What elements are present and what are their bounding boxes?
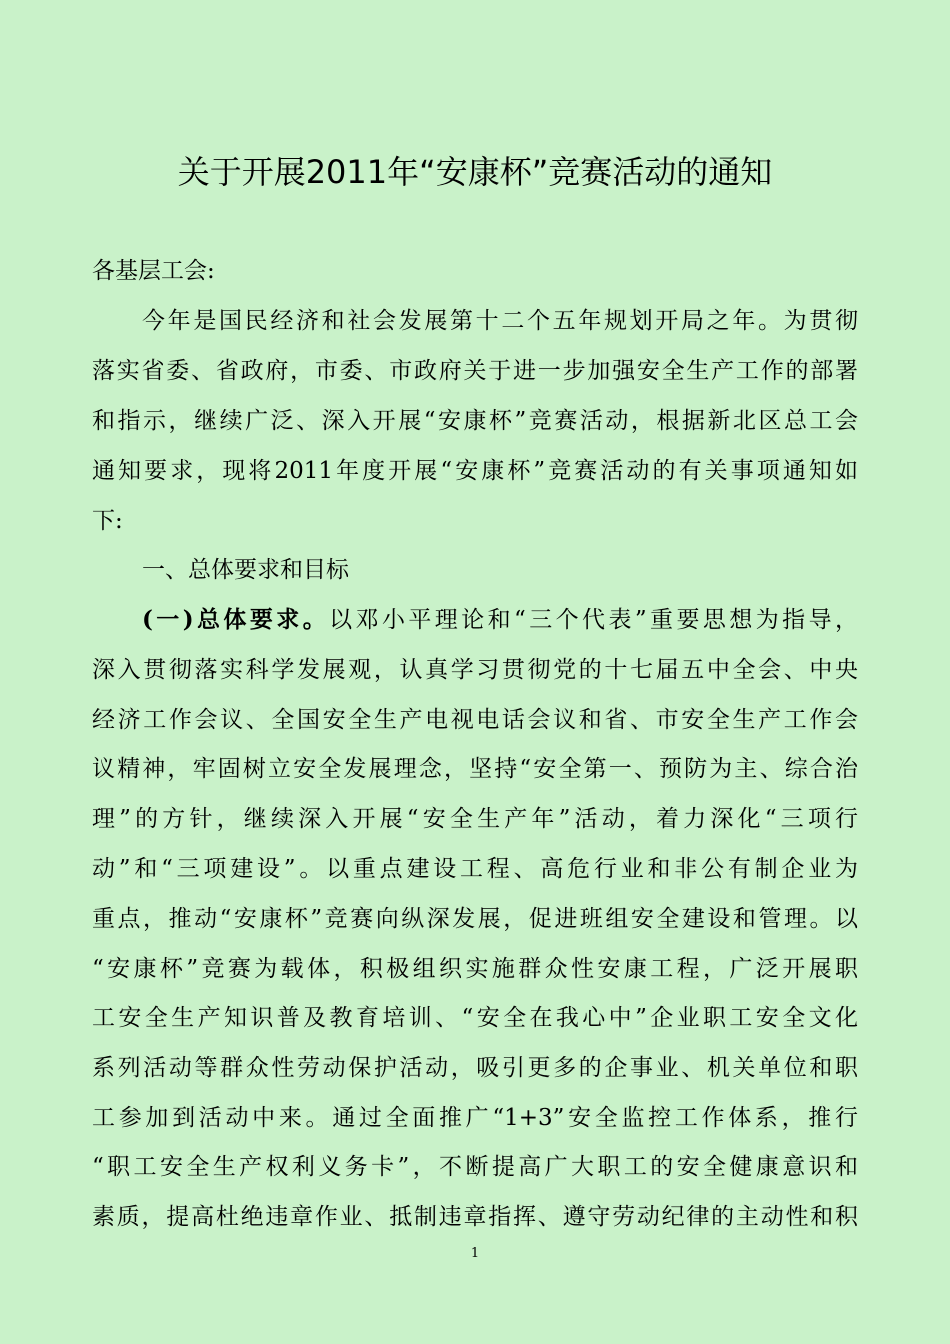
salutation: 各基层工会: bbox=[92, 258, 215, 284]
body-line: “安康杯”竞赛为载体，积极组织实施群众性安康工程，广泛开展职 bbox=[92, 956, 858, 982]
intro-line: 和指示，继续广泛、深入开展“安康杯”竞赛活动，根据新北区总工会 bbox=[92, 408, 858, 434]
body-line: 经济工作会议、全国安全生产电视电话会议和省、市安全生产工作会 bbox=[92, 707, 858, 733]
body-line: 动”和“三项建设”。以重点建设工程、高危行业和非公有制企业为 bbox=[92, 856, 858, 882]
body-line: 系列活动等群众性劳动保护活动，吸引更多的企事业、机关单位和职 bbox=[92, 1055, 858, 1081]
body-line: 重点，推动“安康杯”竞赛向纵深发展，促进班组安全建设和管理。以 bbox=[92, 906, 858, 932]
section-heading: 一、总体要求和目标 bbox=[142, 557, 349, 583]
body-line: 素质，提高杜绝违章作业、抵制违章指挥、遵守劳动纪律的主动性和积 bbox=[92, 1204, 858, 1230]
body-line: 理”的方针，继续深入开展“安全生产年”活动，着力深化“三项行 bbox=[92, 806, 858, 832]
page-number: 1 bbox=[470, 1246, 480, 1261]
body-line: 工安全生产知识普及教育培训、“安全在我心中”企业职工安全文化 bbox=[92, 1005, 858, 1031]
document-title: 关于开展2011年“安康杯”竞赛活动的通知 bbox=[177, 153, 773, 191]
intro-line: 今年是国民经济和社会发展第十二个五年规划开局之年。为贯彻 bbox=[142, 308, 858, 334]
intro-line: 通知要求，现将2011年度开展“安康杯”竞赛活动的有关事项通知如 bbox=[92, 458, 858, 484]
body-line: 议精神，牢固树立安全发展理念，坚持“安全第一、预防为主、综合治 bbox=[92, 756, 858, 782]
intro-line: 落实省委、省政府，市委、市政府关于进一步加强安全生产工作的部署 bbox=[92, 358, 858, 384]
subsection-text: 以邓小平理论和“三个代表”重要思想为指导， bbox=[329, 607, 858, 633]
subsection-label: (一)总体要求。 bbox=[142, 606, 330, 633]
body-line: “职工安全生产权利义务卡”，不断提高广大职工的安全健康意识和 bbox=[92, 1154, 858, 1180]
subsection-first-line bbox=[142, 595, 858, 645]
intro-line: 下: bbox=[92, 508, 123, 534]
body-line: 深入贯彻落实科学发展观，认真学习贯彻党的十七届五中全会、中央 bbox=[92, 657, 858, 683]
body-line: 工参加到活动中来。通过全面推广“1+3”安全监控工作体系，推行 bbox=[92, 1105, 858, 1131]
